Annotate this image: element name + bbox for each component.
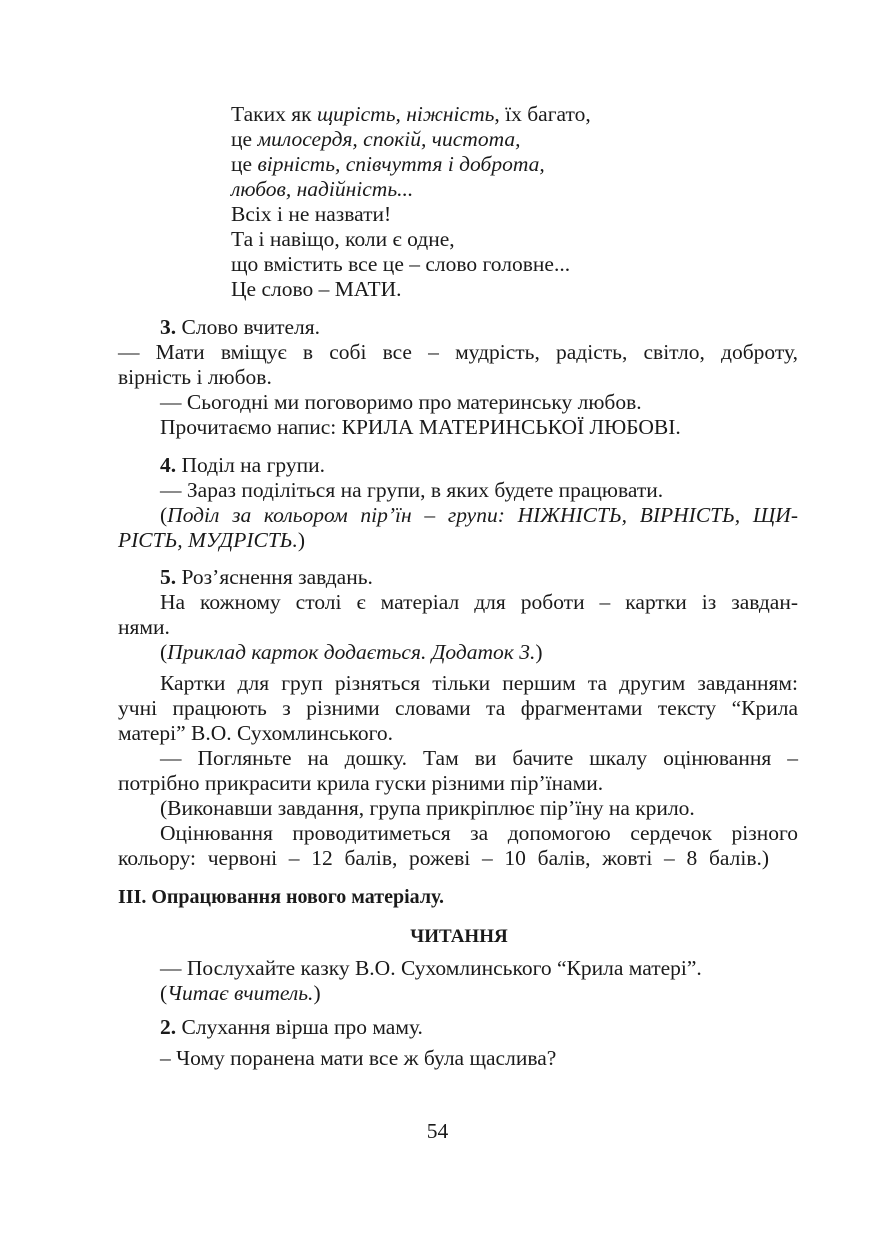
poem-line-8: Це слово – МАТИ.	[231, 277, 402, 301]
section-4-heading: 4. Поділ на групи.	[160, 453, 326, 477]
section-3-para-2: — Сьогодні ми поговоримо про материнську любов.	[160, 390, 642, 414]
section-5-para-3c: матері” В.О. Сухомлинського.	[118, 721, 394, 745]
section-5-para-1a: На кожному столі є матеріал для роботи – картки із завдан-	[160, 590, 798, 614]
poem-line-4: любов, надійність...	[231, 177, 414, 201]
section-5-para-6b: кольору: червоні – 12 балів, рожеві – 10 балів, жовті – 8 балів.)	[118, 846, 769, 870]
section-3-heading: 3. Слово вчителя.	[160, 315, 321, 339]
section-5-para-2: (Приклад карток додається. Додаток 3.)	[160, 640, 543, 664]
section-3-para-1a: — Мати вміщує в собі все – мудрість, радість, світло, доброту,	[118, 340, 798, 364]
poem-line-5: Всіх і не назвати!	[231, 202, 392, 226]
section-3-para-1b: вірність і любов.	[118, 365, 272, 389]
section-3-para-3: Прочитаємо напис: КРИЛА МАТЕРИНСЬКОЇ ЛЮБОВІ.	[160, 415, 681, 439]
section-5-para-6a: Оцінювання проводитиметься за допомогою сердечок різного	[160, 821, 798, 845]
poem-line-2: це милосердя, спокій, чистота,	[231, 127, 521, 151]
section-5-heading: 5. Роз’яснення завдань.	[160, 565, 373, 589]
reading-para-2: (Читає вчитель.)	[160, 981, 321, 1005]
section-2-heading: 2. Слухання вірша про маму.	[160, 1015, 423, 1039]
section-5-para-3b: учні працюють з різними словами та фрагментами тексту “Крила	[118, 696, 798, 720]
reading-heading: ЧИТАННЯ	[410, 926, 508, 947]
poem-line-3: це вірність, співчуття і доброта,	[231, 152, 545, 176]
poem-line-7: що вмістить все це – слово головне...	[231, 252, 571, 276]
section-5-para-4a: — Погляньте на дошку. Там ви бачите шкалу оцінювання –	[160, 746, 798, 770]
section-5-para-3a: Картки для груп різняться тільки першим та другим завданням:	[160, 671, 798, 695]
section-4-para-1: — Зараз поділіться на групи, в яких будете працювати.	[160, 478, 664, 502]
reading-para-1: — Послухайте казку В.О. Сухомлинського “Крила матері”.	[160, 956, 702, 980]
section-5-para-1b: нями.	[118, 615, 170, 639]
part-iii-heading: ІІІ. Опрацювання нового матеріалу.	[118, 886, 445, 908]
section-4-para-2a: (Поділ за кольором пір’їн – групи: НІЖНІСТЬ, ВІРНІСТЬ, ЩИ-	[160, 503, 798, 527]
page-number: 54	[426, 1119, 449, 1143]
section-5-para-5: (Виконавши завдання, група прикріплює пір’їну на крило.	[160, 796, 695, 820]
section-5-para-4b: потрібно прикрасити крила гуски різними пір’їнами.	[118, 771, 604, 795]
section-4-para-2b: РІСТЬ, МУДРІСТЬ.)	[118, 528, 306, 552]
poem-line-6: Та і навіщо, коли є одне,	[231, 227, 455, 251]
section-2-para-1: – Чому поранена мати все ж була щаслива?	[160, 1046, 557, 1070]
poem-line-1: Таких як щирість, ніжність, їх багато,	[231, 102, 591, 126]
